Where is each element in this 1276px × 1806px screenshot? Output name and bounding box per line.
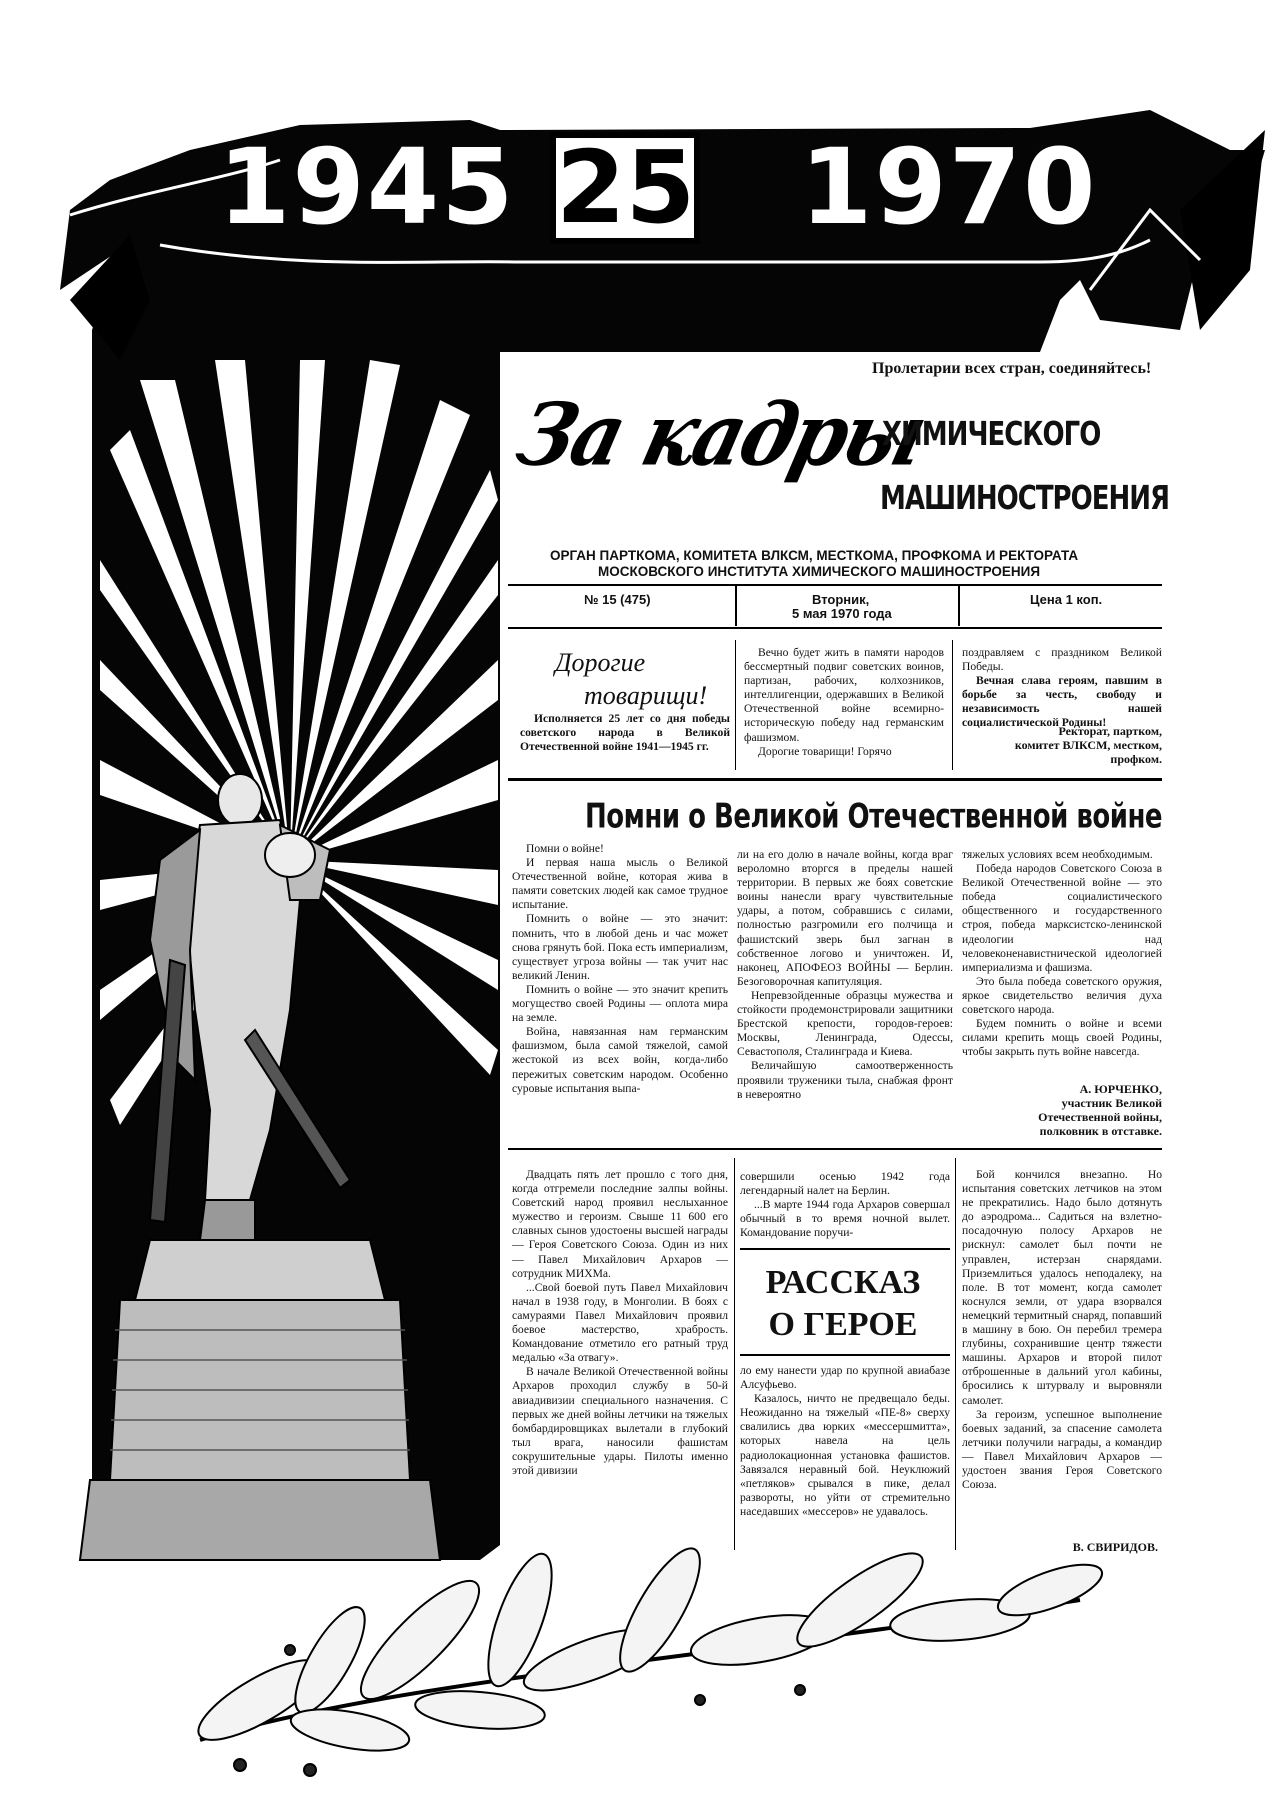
greeting-title-line1: Дорогие xyxy=(555,648,646,677)
article1-author: А. ЮРЧЕНКО, xyxy=(1079,1082,1162,1096)
banner-year-end: 1970 xyxy=(800,126,1098,248)
masthead-slogan: Пролетарии всех стран, соединяйтесь! xyxy=(872,360,1152,377)
greeting-col1: Исполняется 25 лет со дня победы советского народа в Великой Отечественной войне 1941—1945 гг. xyxy=(520,712,730,754)
article2-col1: Двадцать пять лет прошло с того дня, когда отгремели последние залпы войны. Советский народ проявил неслыханное мужество и героизм. Свыше 11 600 его славных сынов удостоены высшей награды — Героя Советского Союза. Один из них — Павел Михайлович Архаров — сотрудник МИХМа. ...Свой боевой путь Павел Михайлович начал в 1938 году, в Монголии. В боях с самураями Павел Михайлович проявил боевое мастерство, храбрость. Командование отметило его ратный труд медалью «За отвагу». В начале Великой Отечественной войны Архаров проходил службу в 50-й авиадивизии специального назначения. С первых же дней войны летчики на тяжелых бомбардировщиках вылетали в глубокий тыл врага, наносили фашистам сокрушительные удары. Пилоты именно этой дивизии xyxy=(512,1168,728,1477)
rule xyxy=(735,586,737,626)
article2-col2-top: совершили осенью 1942 года легендарный налет на Берлин. ...В марте 1944 года Архаров совершал обычный в то время ночной вылет. Командование поручи- xyxy=(740,1170,950,1240)
greeting-title-line2: товарищи! xyxy=(584,681,708,710)
greeting-signature-3: профком. xyxy=(1110,752,1162,766)
rule xyxy=(508,778,1162,781)
rule xyxy=(740,1354,950,1356)
rule xyxy=(952,640,953,770)
masthead-title-script: За кадры xyxy=(507,385,934,486)
laurel-branch xyxy=(188,1538,1107,1776)
article2-col2-bottom: ло ему нанести удар по крупной авиабазе Алсуфьево. Казалось, ничто не предвещало беды. Неожиданно на тяжелый «ПЕ-8» сверху свалились два юрких «мессершмитта», которых навела на цель радиолокационная установка фашистов. Завязался неравный бой. Неуклюжий «петляков» срывался в пике, делал развороты, но уйти от стремительно наседавших «мессеров» не удавалось. xyxy=(740,1364,950,1518)
article2-author: В. СВИРИДОВ. xyxy=(1072,1540,1158,1554)
greeting-col2: Вечно будет жить в памяти народов бессмертный подвиг советских воинов, партизан, рабочих, колхозников, интеллигенции, одержавших в Великой Отечественной войне всемирно-историческую победу над германским фашизмом. Дорогие товарищи! Горячо xyxy=(744,646,944,758)
article2-col3: Бой кончился внезапно. Но испытания советских летчиков на этом не прекратились. Надо было дотянуть до аэродрома... Садиться на взлетно-посадочную полосу Архаров не рискнул: самолет был почти не управлен, истерзан снарядами. Приземлиться удалось неподалеку, на поле. В тот момент, когда самолет коснулся земли, от удара взорвался немецкий термитный снаряд, попавший в машину в бою. Он перебил тремера глубины, сохранившие центр тяжести машины. Архаров и второй пилот отброшенные в дальний угол кабины, бросились к штурвалу и выровняли самолет. За героизм, успешное выполнение боевых заданий, за спасение самолета летчики получили награды, а командир — Павел Михайлович Архаров — удостоен звания Героя Советского Союза. xyxy=(962,1168,1162,1492)
issue-price: Цена 1 коп. xyxy=(1030,592,1103,607)
article1-col2: ли на его долю в начале войны, когда враг вероломно вторгся в пределы нашей территории. В первых же боях советские воины нанесли врагу чувствительные удары, а потом, собравшись с силами, полностью разгромили его полчища и фашистский зверь был загнан в собственное логово и уничтожен. И, наконец, АПОФЕОЗ ВОЙНЫ — Берлин. Безоговорочная капитуляция. Непревзойденные образцы мужества и стойкости продемонстрировали защитники Брестской крепости, городов-героев: Москвы, Ленинграда, Одессы, Севастополя, Сталинграда и Киева. Величайшую самоотверженность проявили труженики тыла, снабжая фронт в невероятно xyxy=(737,848,953,1101)
rule xyxy=(740,1248,950,1250)
article1-col1: Помни о войне! И первая наша мысль о Великой Отечественной войне, которая жива в памяти советских людей как самое трудное испытание. Помнить о войне — это значит: помнить, что в любой день и час может снова грянуть бой. Пока есть империализм, существует угроза войны — так учит нас великий Ленин. Помнить о войне — это значит крепить могущество своей Родины — оплота мира на земле. Война, навязанная нам германским фашизмом, была самой тяжелой, самой жестокой из всех войн, когда-либо пережитых советским народом. Особенно суровые испытания выпа- xyxy=(512,842,728,1095)
article1-author-2: участник Великой xyxy=(1061,1096,1162,1110)
article2-title-line2: О ГЕРОЕ xyxy=(768,1306,918,1343)
issue-weekday: Вторник, xyxy=(812,592,870,607)
rule xyxy=(508,584,1162,586)
article1-author-3: Отечественной войны, xyxy=(1038,1110,1162,1124)
issue-date: 5 мая 1970 года xyxy=(792,606,892,621)
article1-headline: Помни о Великой Отечественной войне xyxy=(585,797,1163,837)
rule xyxy=(735,640,736,770)
article2-title-line1: РАССКАЗ xyxy=(765,1264,921,1301)
masthead-title-line3: МАШИНОСТРОЕНИЯ xyxy=(880,480,1170,518)
rule xyxy=(508,1148,1162,1150)
masthead-organ-line1: ОРГАН ПАРТКОМА, КОМИТЕТА ВЛКСМ, МЕСТКОМА, ПРОФКОМА И РЕКТОРАТА xyxy=(550,548,1079,563)
rule xyxy=(958,586,960,626)
article1-col3: тяжелых условиях всем необходимым. Победа народов Советского Союза в Великой Отечественной войне — это победа социалистического общественного и государственного строя, победа марксистско-ленинской идеологии над человеконенавистнической идеологией империализма и фашизма. Это была победа советского оружия, яркое свидетельство величия духа советского народа. Будем помнить о войне и всеми силами крепить мощь своей Родины, чтобы закрыть путь войне навсегда. xyxy=(962,848,1162,1059)
article1-author-4: полковник в отставке. xyxy=(1039,1124,1162,1138)
issue-number: № 15 (475) xyxy=(584,592,651,607)
greeting-signature-1: Ректорат, партком, xyxy=(1058,724,1162,738)
article2-title xyxy=(752,1262,934,1346)
greeting-signature-2: комитет ВЛКСМ, местком, xyxy=(1014,738,1162,752)
rule xyxy=(734,1158,735,1550)
rule xyxy=(508,627,1162,629)
rule xyxy=(955,1158,956,1550)
banner-year-start: 1945 xyxy=(218,126,516,248)
masthead-organ-line2: МОСКОВСКОГО ИНСТИТУТА ХИМИЧЕСКОГО МАШИНОСТРОЕНИЯ xyxy=(598,564,1041,579)
greeting-col3: поздравляем с праздником Великой Победы. Вечная слава героям, павшим в борьбе за честь, свободу и независимость нашей социалистической Родины! xyxy=(962,646,1162,730)
banner-anniversary: 25 xyxy=(550,132,700,244)
masthead-title-line2: ХИМИЧЕСКОГО xyxy=(882,416,1101,454)
